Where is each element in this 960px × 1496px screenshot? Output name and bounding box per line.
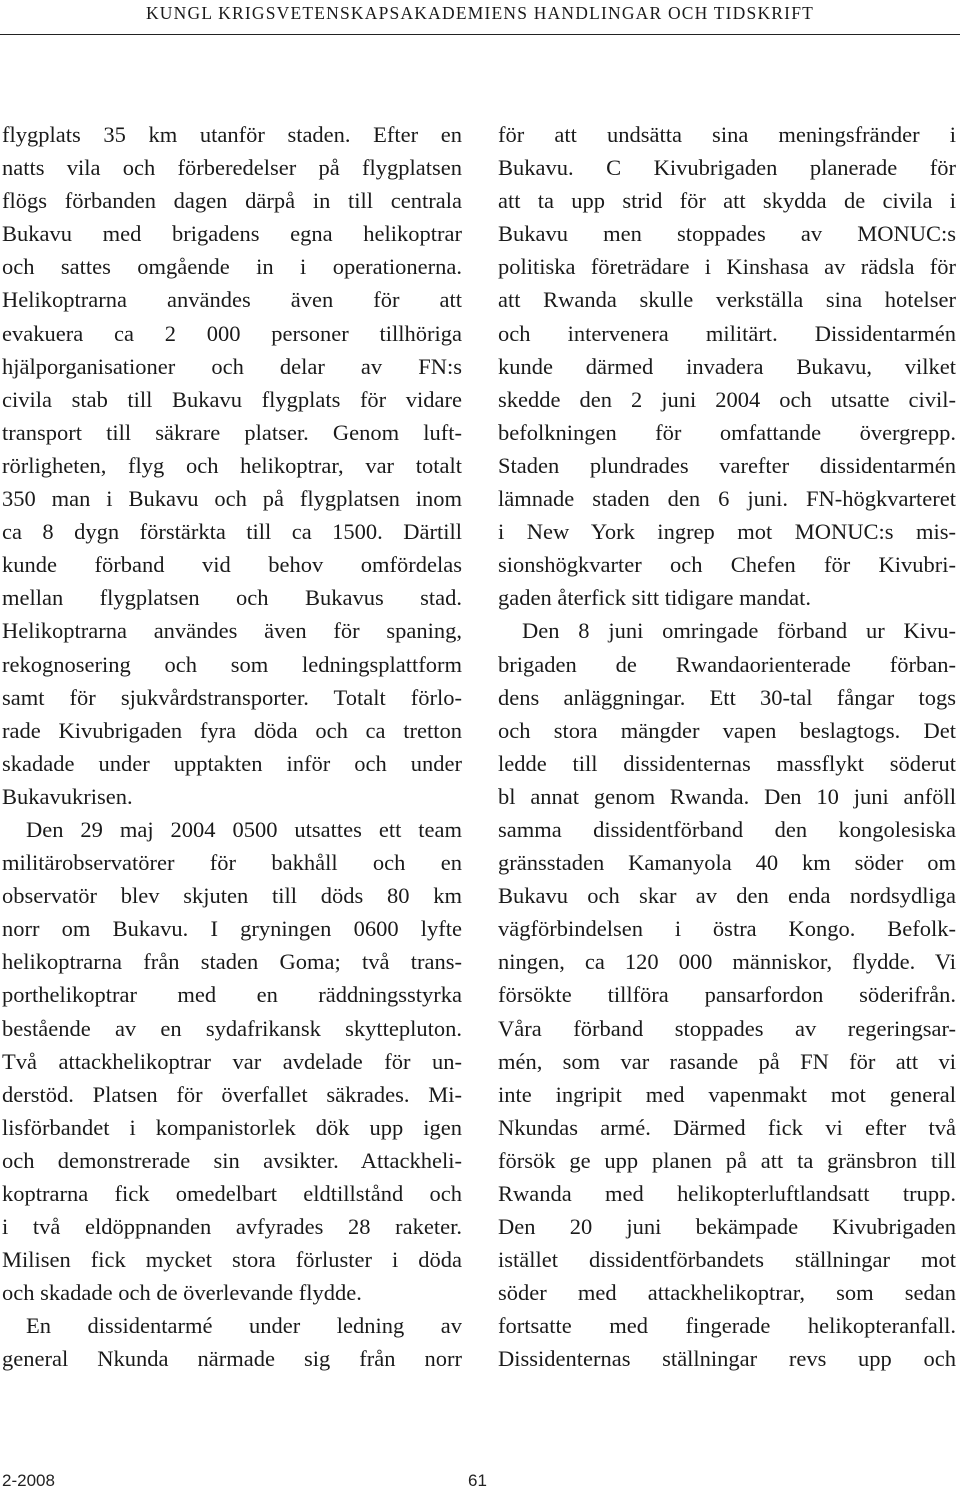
text-line: Rwanda med helikopterluftlandsatt trupp. bbox=[498, 1181, 956, 1206]
text-line: Milisen fick mycket stora förluster i döda bbox=[2, 1247, 462, 1273]
text-line: för att undsätta sina meningsfränder i bbox=[498, 122, 956, 147]
left-column bbox=[2, 118, 462, 1376]
text-line: sionshögkvarter och Chefen för Kivubri- bbox=[498, 552, 956, 578]
text-line: gaden återfick sitt tidigare mandat. bbox=[498, 585, 812, 611]
text-line: att ta upp strid för att skydda de civila i bbox=[498, 188, 956, 214]
text-line: bl annat genom Rwanda. Den 10 juni anföll bbox=[498, 783, 956, 809]
text-line: ningen, ca 120 000 människor, flydde. Vi bbox=[498, 949, 956, 975]
text-line: koptrarna fick omedelbart eldtillstånd och bbox=[2, 1181, 462, 1206]
text-line: Helikoptrarna användes även för att bbox=[2, 287, 462, 313]
text-line: Helikoptrarna användes även för spaning, bbox=[2, 618, 462, 644]
text-line: rade Kivubrigaden fyra döda och ca tretton bbox=[2, 717, 462, 743]
text-line: hjälporganisationer och delar av FN:s bbox=[2, 353, 462, 379]
text-line: Den 29 maj 2004 0500 utsattes ett team bbox=[26, 816, 462, 842]
text-line: Två attackhelikoptrar var avdelade för un- bbox=[2, 1048, 462, 1074]
text-line: Staden plundrades varefter dissidentarmén bbox=[498, 452, 956, 478]
right-column bbox=[498, 118, 956, 1376]
text-line: Bukavu och skar av den enda nordsydliga bbox=[498, 883, 956, 909]
text-line: Bukavu. C Kivubrigaden planerade för bbox=[498, 155, 956, 181]
text-line: mellan flygplatsen och Bukavus stad. bbox=[2, 585, 462, 611]
text-line: Dissidenternas ställningar revs upp och bbox=[498, 1346, 956, 1372]
text-line: skedde den 2 juni 2004 och utsatte civil- bbox=[498, 386, 956, 412]
page-number: 61 bbox=[468, 1471, 487, 1490]
text-line: ca 8 dygn förstärkta till ca 1500. Därtill bbox=[2, 519, 462, 545]
text-line: Bukavukrisen. bbox=[2, 783, 133, 809]
text-line: norr om Bukavu. I gryningen 0600 lyfte bbox=[2, 916, 462, 942]
text-line: och intervenera militärt. Dissidentarmén bbox=[498, 320, 956, 346]
text-line: dens anläggningar. Ett 30-tal fångar togs bbox=[498, 684, 956, 710]
text-line: kunde därmed invadera Bukavu, vilket bbox=[498, 353, 956, 379]
text-line: ledde till dissidenternas massflykt söderut bbox=[498, 750, 956, 776]
text-line: istället dissidentförbandets ställningar mot bbox=[498, 1247, 956, 1273]
text-line: bestående av en sydafrikansk skyttepluton. bbox=[2, 1015, 462, 1041]
text-line: brigaden de Rwandaorienterade förban- bbox=[498, 651, 956, 677]
text-line: försökte tillföra pansarfordon söderifrån. bbox=[498, 982, 956, 1008]
text-line: evakuera ca 2 000 personer tillhöriga bbox=[2, 320, 462, 346]
text-line: militärobservatörer för bakhåll och en bbox=[2, 850, 462, 876]
text-line: fortsatte med fingerade helikopteranfall. bbox=[498, 1313, 956, 1339]
text-line: vägförbindelsen i östra Kongo. Befolk- bbox=[498, 916, 956, 942]
issue-number: 2-2008 bbox=[2, 1471, 55, 1490]
text-line: och demonstrerade sin avsikter. Attackheli- bbox=[2, 1147, 462, 1173]
text-line: samma dissidentförband den kongolesiska bbox=[498, 816, 956, 842]
text-line: observatör blev skjuten till döds 80 km bbox=[2, 883, 462, 909]
text-line: kunde förband vid behov omfördelas bbox=[2, 552, 462, 578]
text-line: inte ingripit med vapenmakt mot general bbox=[498, 1081, 956, 1107]
text-line: att Rwanda skulle verkställa sina hotelser bbox=[498, 287, 956, 313]
text-line: 350 man i Bukavu och på flygplatsen inom bbox=[2, 486, 462, 512]
text-line: Nkundas armé. Därmed fick vi efter två bbox=[498, 1114, 956, 1140]
text-line: politiska företrädare i Kinshasa av rädsla för bbox=[498, 254, 956, 280]
text-line: civila stab till Bukavu flygplats för vidare bbox=[2, 386, 462, 412]
text-line: och stora mängder vapen beslagtogs. Det bbox=[498, 717, 956, 743]
text-line: skadade under upptakten inför och under bbox=[2, 750, 462, 776]
header-rule bbox=[0, 34, 960, 35]
text-line: och skadade och de överlevande flydde. bbox=[2, 1280, 362, 1306]
text-line: general Nkunda närmade sig från norr bbox=[2, 1346, 462, 1372]
text-line: natts vila och förberedelser på flygplatsen bbox=[2, 155, 462, 181]
text-line: lisförbandet i kompanistorlek dök upp igen bbox=[2, 1114, 462, 1140]
text-line: samt för sjukvårdstransporter. Totalt förlo- bbox=[2, 684, 462, 710]
text-line: mén, som var rasande på FN för att vi bbox=[498, 1048, 956, 1074]
text-line: flögs förbanden dagen därpå in till centrala bbox=[2, 188, 462, 214]
text-line: porthelikoptrar med en räddningsstyrka bbox=[2, 982, 462, 1008]
text-line: Bukavu med brigadens egna helikoptrar bbox=[2, 221, 462, 247]
text-line: i två eldöppnanden avfyrades 28 raketer. bbox=[2, 1214, 462, 1240]
text-line: rekognosering och som ledningsplattform bbox=[2, 651, 462, 677]
text-line: helikoptrarna från staden Goma; två trans- bbox=[2, 949, 462, 975]
text-line: söder med attackhelikoptrar, som sedan bbox=[498, 1280, 956, 1306]
text-line: gränsstaden Kamanyola 40 km söder om bbox=[498, 850, 956, 876]
text-line: försök ge upp planen på att ta gränsbron till bbox=[498, 1147, 956, 1173]
text-line: lämnade staden den 6 juni. FN-högkvarteret bbox=[498, 486, 956, 512]
text-line: Bukavu men stoppades av MONUC:s bbox=[498, 221, 956, 247]
text-line: derstöd. Platsen för överfallet säkrades. Mi- bbox=[2, 1081, 462, 1107]
text-line: i New York ingrep mot MONUC:s mis- bbox=[498, 519, 956, 545]
text-line: Den 8 juni omringade förband ur Kivu- bbox=[522, 618, 956, 644]
text-line: Våra förband stoppades av regeringsar- bbox=[498, 1015, 956, 1041]
text-line: transport till säkrare platser. Genom luft- bbox=[2, 419, 462, 445]
text-line: och sattes omgående in i operationerna. bbox=[2, 254, 462, 280]
text-line: flygplats 35 km utanför staden. Efter en bbox=[2, 122, 462, 147]
text-line: befolkningen för omfattande övergrepp. bbox=[498, 419, 956, 445]
text-line: rörligheten, flyg och helikoptrar, var totalt bbox=[2, 452, 462, 478]
text-line: Den 20 juni bekämpade Kivubrigaden bbox=[498, 1214, 956, 1240]
journal-title: KUNGL KRIGSVETENSKAPSAKADEMIENS HANDLINGAR OCH TIDSKRIFT bbox=[145, 3, 815, 23]
text-line: En dissidentarmé under ledning av bbox=[26, 1313, 462, 1339]
